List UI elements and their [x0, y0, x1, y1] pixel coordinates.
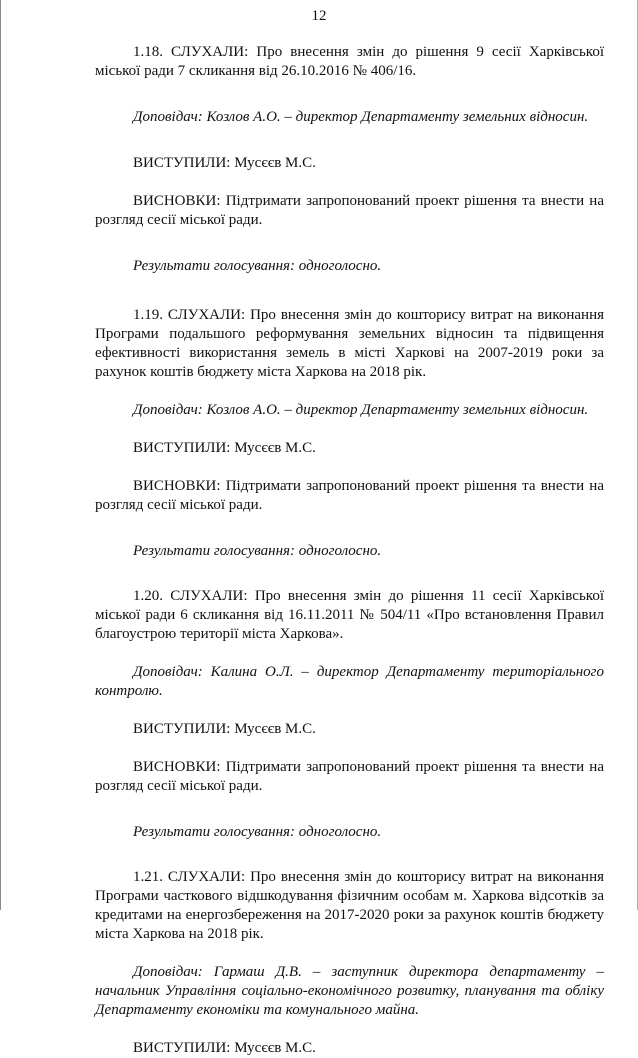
conclusions-paragraph: ВИСНОВКИ: Підтримати запропонований проект рішення та внести на розгляд сесії міської ради. — [95, 759, 604, 794]
spoke-line: ВИСТУПИЛИ: Мусєєв М.С. — [133, 1040, 316, 1056]
agenda-item-1-20 — [95, 587, 604, 842]
heard-paragraph: 1.21. СЛУХАЛИ: Про внесення змін до кошторису витрат на виконання Програми часткового відшкодування фізичним особам м. Харкова відсотків за кредитами на енергозбереження на 2017-2020 роки за рахунок коштів бюджету міста Харкова на 2018 рік. — [95, 869, 604, 942]
spoke-line: ВИСТУПИЛИ: Мусєєв М.С. — [133, 721, 316, 737]
agenda-item-1-21 — [95, 868, 604, 1058]
agenda-item-1-18 — [95, 43, 604, 276]
voting-result: Результати голосування: одноголосно. — [133, 543, 382, 559]
speaker-line: Доповідач: Гармаш Д.В. – заступник директора департаменту – начальник Управління соціально-економічного розвитку, планування та обліку Департаменту економіки та комунального майна. — [95, 964, 604, 1018]
conclusions-paragraph: ВИСНОВКИ: Підтримати запропонований проект рішення та внести на розгляд сесії міської ради. — [95, 193, 604, 228]
heard-paragraph: 1.18. СЛУХАЛИ: Про внесення змін до рішення 9 сесії Харківської міської ради 7 скликання від 26.10.2016 № 406/16. — [95, 44, 604, 79]
page-left-edge — [0, 0, 1, 910]
speaker-line: Доповідач: Козлов А.О. – директор Департаменту земельних відносин. — [133, 402, 589, 418]
speaker-line: Доповідач: Калина О.Л. – директор Департаменту територіального контролю. — [95, 664, 604, 699]
spoke-line: ВИСТУПИЛИ: Мусєєв М.С. — [133, 155, 316, 171]
voting-result: Результати голосування: одноголосно. — [133, 824, 382, 840]
heard-paragraph: 1.20. СЛУХАЛИ: Про внесення змін до рішення 11 сесії Харківської міської ради 6 скликання від 16.11.2011 № 504/11 «Про встановлення Правил благоустрою території міста Харкова». — [95, 588, 604, 642]
spoke-line: ВИСТУПИЛИ: Мусєєв М.С. — [133, 440, 316, 456]
page-number: 12 — [311, 8, 327, 24]
heard-paragraph: 1.19. СЛУХАЛИ: Про внесення змін до кошторису витрат на виконання Програми подальшого реформування земельних відносин та підвищення ефективності використання земель в місті Харкові на 2007-2019 роки за рахунок коштів бюджету міста Харкова на 2018 рік. — [95, 307, 604, 380]
voting-result: Результати голосування: одноголосно. — [133, 258, 382, 274]
conclusions-paragraph: ВИСНОВКИ: Підтримати запропонований проект рішення та внести на розгляд сесії міської ради. — [95, 478, 604, 513]
speaker-line: Доповідач: Козлов А.О. – директор Департаменту земельних відносин. — [133, 109, 589, 125]
agenda-item-1-19 — [95, 306, 604, 561]
